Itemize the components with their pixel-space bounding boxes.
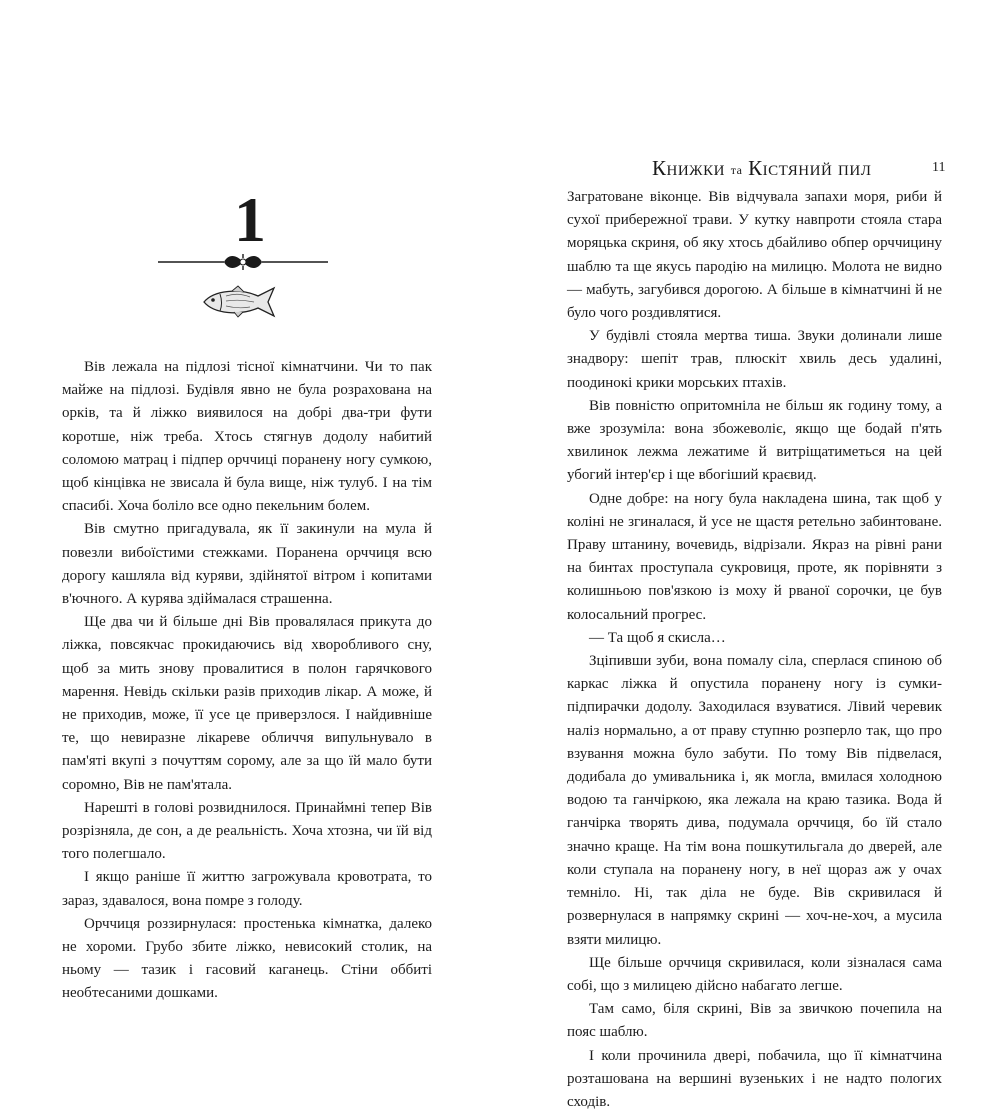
running-head-connector: та [730,163,743,177]
paragraph: Там само, біля скрині, Вів за звичкою почепила на пояс шаблю. [567,1001,942,1041]
chapter-ornament-flourish [158,252,328,272]
paragraph: Ще більше орччиця скривилася, коли зізналася сама собі, що з милицею дійсно набагато легше. [567,954,942,994]
paragraph: Загратоване віконце. Вів відчувала запахи моря, риби й сухої прибережної трави. У кутку навпроти стояла стара моряцька скриня, об яку хтось дбайливо обпер орччицину шаблю та ще якусь пародію на милицю. Молота не видно — мабуть, загубився дорогою. А більше в кімнатчині й не було чого роздивлятися. [567,189,942,322]
paragraph: І коли прочинила двері, побачила, що її кімнатчина розташована на вершині вузеньких і не надто пологих сходів. [567,1047,942,1110]
fish-illustration [198,284,282,320]
paragraph: І якщо раніше її життю загрожувала кровотрата, то зараз, здавалося, вона помре з голоду. [62,869,432,909]
paragraph: Орччиця роззирнулася: простенька кімнатка, далеко не хороми. Грубо збите ліжко, невисокий столик, на ньому — тазик і гасовий каганець. Стіни оббиті необтесаними дошками. [62,915,432,1002]
paragraph: Одне добре: на ногу була накладена шина, так щоб у коліні не згиналася, й усе не щастя ретельно забинтоване. Праву штанину, вочевидь, відрізали. Якраз на рівні рани на бинтах проступала сукровиця, проте, як порівняти з колишньою пов'язкою із моху й рваної сорочки, це був колосальний прогрес. [567,490,942,623]
paragraph: У будівлі стояла мертва тиша. Звуки долинали лише знадвору: шепіт трав, плюскіт хвиль десь удалині, поодинокі крики морських птахів. [567,328,942,391]
left-page [0,0,500,1000]
paragraph: Вів повністю опритомніла не більш як годину тому, а вже зрозуміла: вона збожеволіє, якщо ще бодай п'ять хвилинок лежма лежатиме й витріщатиметься на цей убогий інтер'єр і ще вбогіший краєвид. [567,397,942,484]
right-page [500,0,1000,1110]
paragraph: Нарешті в голові розвиднилося. Принаймні тепер Вів розрізняла, де сон, а де реальність. Хоча хтозна, чи їй від того полегшало. [62,799,432,863]
running-head-part1: Книжки [652,156,725,180]
paragraph: — Та щоб я скисла… [589,629,726,646]
paragraph: Зціпивши зуби, вона помалу сіла, сперлася спиною об каркас ліжка й опустила поранену ногу із сумки-підпирачки додолу. Заходилася взуватися. Лівий черевик наліз нормально, а от праву ступню розперло так, що про взування можна було забути. По тому Вів підвелася, додибала до умивальника і, як могла, вмилася холодною водою та ганчіркою, яка лежала на краю тазика. Вода й ганчірка творять дива, подумала орччиця, бо їй стало значно краще. На тім вона пошкутильгала до дверей, але коли ступала на поранену ногу, в неї щораз аж у очах темніло. Ні, так діла не буде. Вів скривилася й розвернулася в напрямку скрині — хоч-не-хоч, а мусила взяти милицю. [567,653,942,948]
page-number: 11 [932,160,946,175]
chapter-number: 1 [234,184,266,255]
running-head [652,156,871,181]
paragraph: Вів смутно пригадувала, як її закинули на мула й повезли вибоїстими стежками. Поранена орччиця всю дорогу кашляла від куряви, здійнятої вітром і копитами в'ючного. А курява здіймалася страшенна. [62,521,432,608]
paragraph: Вів лежала на підлозі тісної кімнатчини. Чи то пак майже на підлозі. Будівля явно не була розрахована на орків, та й ліжко виявилося на добрі два-три фути коротше, ніж треба. Хтось стягнув додолу набитий соломою матрац і підпер орччиці поранену ногу сумкою, щоб кінцівка не звисала й була вище, ніж тулуб. І на тім спасибі. Хоча боліло все одно пекельним болем. [62,359,432,515]
paragraph: Ще два чи й більше дні Вів провалялася прикута до ліжка, повсякчас прокидаючись від хворобливого сну, щоб за мить знову провалитися в полон гарячкового марення. Невідь скільки разів приходив лікар. А може, й не приходив, може, її усе це приверзлося. І найдивніше те, що невиразне лікареве обличчя випульнувало в пам'яті вкупі з почуттям сорому, але за що їй мало бути соромно, Вів не пам'ятала. [62,614,432,793]
right-page-body-text [567,186,942,1114]
running-head-part2: Кістяний пил [748,156,872,180]
left-page-body-text [62,356,432,1006]
